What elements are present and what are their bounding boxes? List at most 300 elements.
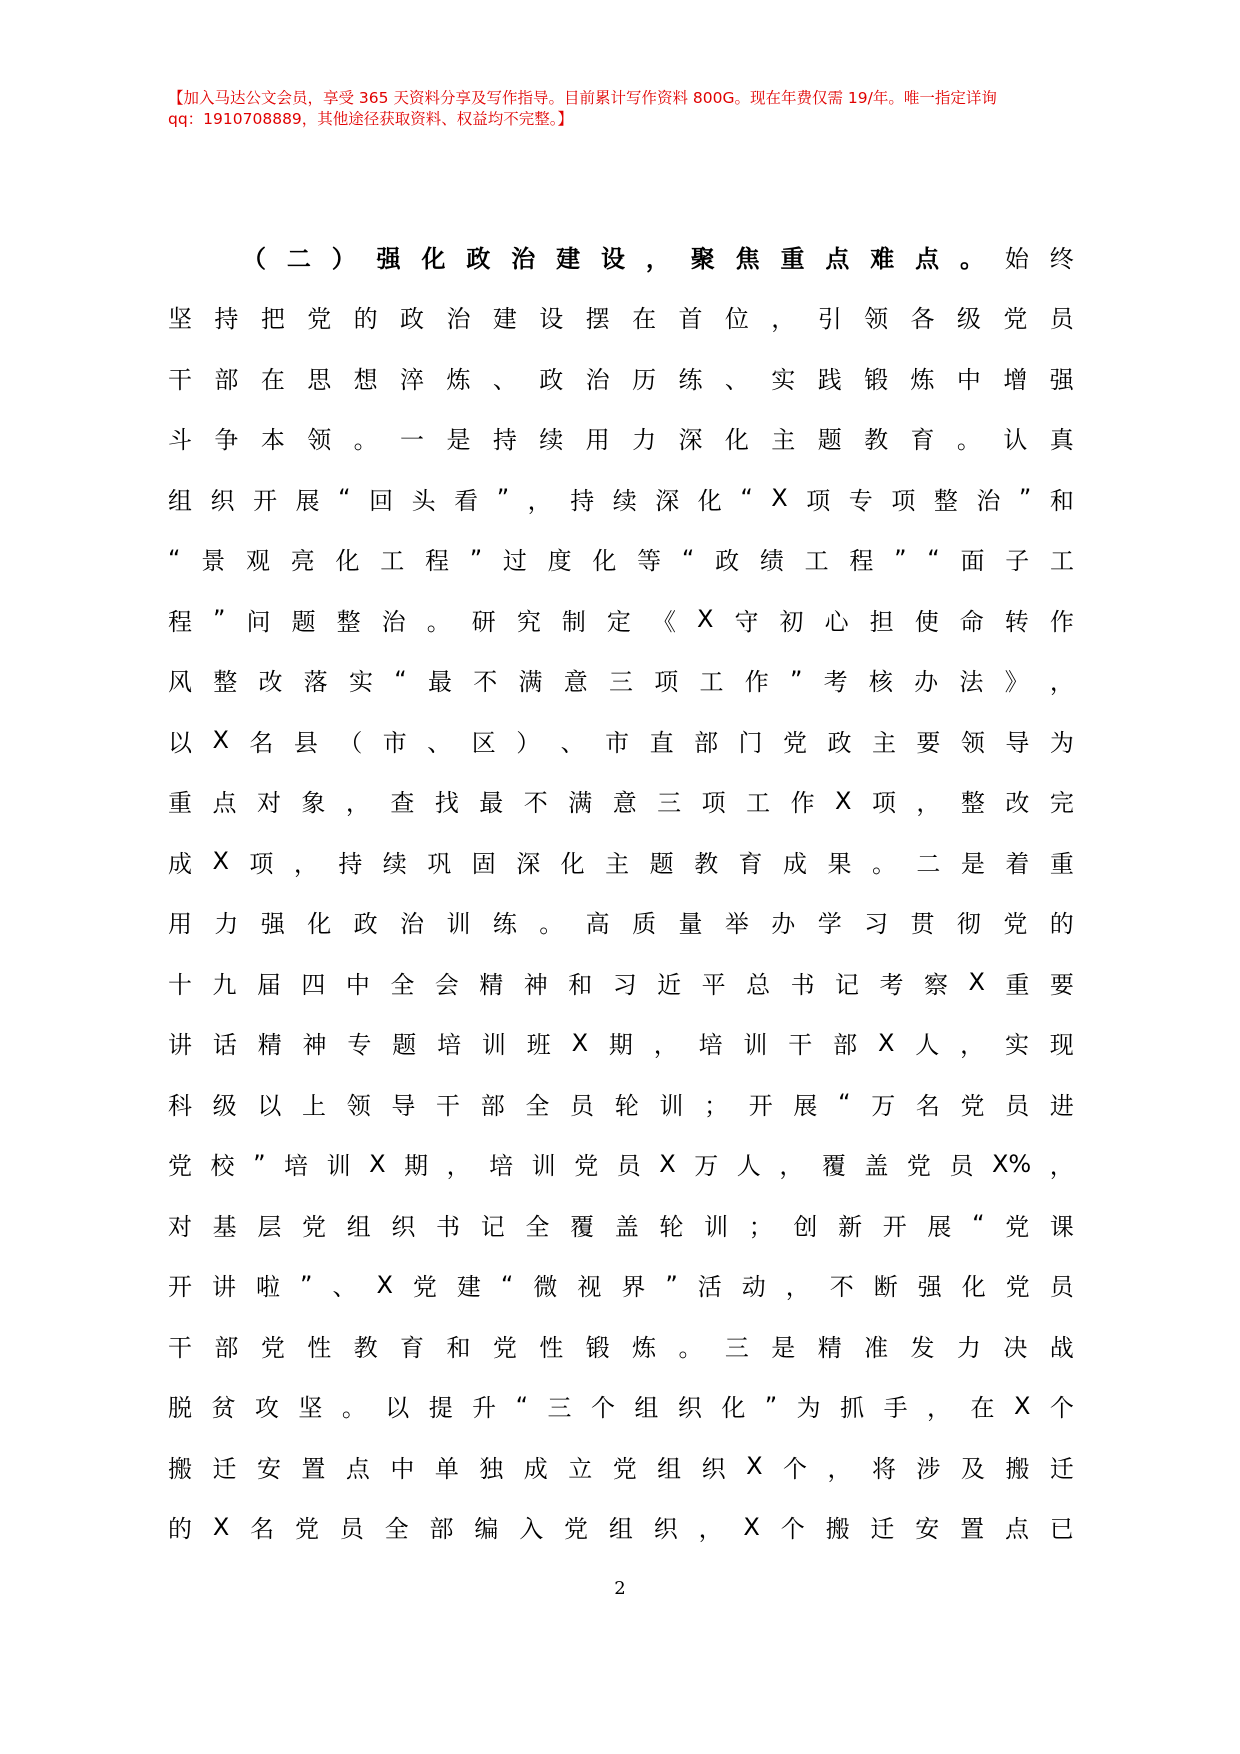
body-line-text-glyph: 性: [307, 1333, 332, 1362]
body-line-text-glyph: 编: [474, 1515, 499, 1544]
body-line-text-glyph: ”: [789, 665, 803, 694]
section-heading-glyph: 。: [960, 244, 984, 273]
body-line-text-glyph: 党: [1005, 1273, 1030, 1302]
promo-banner-line-1: 【加入马达公文会员，享受 365 天资料分享及写作指导。目前累计写作资料 800G。现在年费仅需 19/年。唯一指定详询: [168, 89, 997, 107]
body-line-text-glyph: 满: [518, 668, 543, 697]
body-line-text-glyph: 员: [1049, 305, 1074, 334]
body-line-text-glyph: 记: [480, 1212, 505, 1241]
body-line-text-glyph: 专: [848, 486, 873, 515]
body-line-text-glyph: ，: [785, 1273, 810, 1302]
body-line-text-glyph: 举: [724, 910, 749, 939]
body-line-text-glyph: 精: [257, 1031, 282, 1060]
body-line-text-glyph: 个: [783, 1454, 808, 1483]
section-heading-glyph: （: [242, 244, 266, 273]
body-line-text-glyph: 学: [817, 910, 842, 939]
body-line-text-glyph: 级: [956, 305, 981, 334]
body-line-text-glyph: 三: [547, 1394, 572, 1423]
body-line-text-glyph: 项: [249, 849, 274, 878]
body-line-text-glyph: ”: [300, 1270, 313, 1299]
body-line-text-glyph: 持: [214, 305, 239, 334]
body-line-19: [168, 1315, 1074, 1376]
body-line-text-glyph: 员: [339, 1515, 364, 1544]
body-line-text-glyph: 习: [612, 970, 637, 999]
body-line-text-glyph: 化: [721, 1394, 746, 1423]
body-line-text-glyph: 的: [1049, 910, 1074, 939]
body-line-text-glyph: 人: [915, 1031, 940, 1060]
body-line-text-glyph: 彻: [956, 910, 981, 939]
body-line-text-glyph: 涉: [916, 1454, 941, 1483]
body-line-text-glyph: 。: [353, 426, 378, 455]
body-line-text-glyph: 题: [291, 607, 316, 636]
body-line-text-glyph: 力: [632, 426, 657, 455]
body-line-text-glyph: 中: [956, 365, 981, 394]
body-line-text-glyph: 个: [590, 1394, 615, 1423]
body-line-text-glyph: X: [1013, 1391, 1031, 1420]
body-line-text-glyph: 问: [246, 607, 271, 636]
body-line-text-glyph: 在: [970, 1394, 995, 1423]
body-line-text-glyph: 深: [678, 426, 703, 455]
body-line-text-glyph: 开: [882, 1212, 907, 1241]
body-line-text-glyph: ，: [827, 1454, 852, 1483]
body-line-text-glyph: 点: [212, 789, 237, 818]
body-line-text-glyph: 的: [168, 1515, 192, 1544]
body-line-text-glyph: 开: [748, 1091, 773, 1120]
body-line-text-glyph: 党: [612, 1454, 637, 1483]
body-line-text-glyph: 巩: [427, 849, 452, 878]
body-line-text-glyph: 用: [168, 910, 192, 939]
body-line-text-glyph: 、: [427, 728, 452, 757]
body-line-text-glyph: 部: [480, 1091, 505, 1120]
body-line-text-glyph: 查: [390, 789, 415, 818]
body-line-text-glyph: X: [771, 484, 788, 513]
body-line-text-glyph: 整: [933, 486, 958, 515]
body-line-text-glyph: 抓: [840, 1394, 865, 1423]
body-line-text-glyph: 讲: [212, 1273, 236, 1302]
body-line-text-glyph: 迁: [1049, 1454, 1074, 1483]
document-body: [168, 226, 1074, 1557]
body-line-text-glyph: 党: [302, 1212, 327, 1241]
body-line-text-glyph: 历: [632, 365, 657, 394]
body-line-text-glyph: 党: [783, 728, 808, 757]
body-line-11: [168, 831, 1074, 892]
body-line-text-glyph: 究: [516, 607, 541, 636]
body-line-text-glyph: 展: [793, 1091, 818, 1120]
body-line-text-glyph: 织: [391, 1212, 416, 1241]
body-line-text-glyph: 实: [349, 668, 373, 697]
body-line-text-glyph: 化: [724, 426, 749, 455]
body-line-text-glyph: 是: [960, 849, 985, 878]
body-line-text-glyph: 不: [829, 1273, 854, 1302]
body-line-text-glyph: 层: [257, 1212, 282, 1241]
body-line-text-glyph: 组: [346, 1212, 371, 1241]
body-line-text-glyph: 建: [456, 1273, 481, 1302]
body-line-22: [168, 1497, 1074, 1558]
body-line-text-glyph: 法: [959, 668, 984, 697]
body-line-text-glyph: 治: [585, 365, 610, 394]
body-line-text-glyph: 训: [326, 1152, 351, 1181]
body-line-text-glyph: 党: [294, 1515, 319, 1544]
section-heading-glyph: 重: [780, 244, 805, 273]
body-line-text-glyph: X: [835, 786, 852, 815]
body-line-text-glyph: 治: [400, 910, 425, 939]
body-line-text-glyph: 锻: [864, 365, 889, 394]
body-line-text-glyph: 织: [677, 1394, 702, 1423]
body-line-text-glyph: 安: [256, 1454, 281, 1483]
body-line-text-glyph: 党: [574, 1152, 599, 1181]
body-line-text-glyph: 市: [605, 728, 630, 757]
body-line-text-glyph: 训: [446, 910, 471, 939]
page-number: 2: [614, 1578, 626, 1599]
body-line-text-glyph: 现: [1049, 1031, 1074, 1060]
section-heading-glyph: 强: [376, 244, 401, 273]
body-line-text-glyph: 深: [516, 849, 541, 878]
body-line-text-glyph: 搬: [825, 1515, 850, 1544]
body-line-text-glyph: 搬: [1005, 1454, 1030, 1483]
body-line-text-glyph: X: [746, 1452, 763, 1481]
body-line-text-glyph: ，: [960, 1031, 985, 1060]
body-line-text-glyph: 炼: [632, 1333, 657, 1362]
body-line-text-glyph: 化: [335, 547, 360, 576]
body-line-text-glyph: 坚: [298, 1394, 323, 1423]
body-line-text-glyph: 神: [302, 1031, 327, 1060]
body-line-13: [168, 952, 1074, 1013]
body-line-text-glyph: 工: [804, 547, 829, 576]
body-line-text-glyph: “: [338, 484, 351, 513]
body-line-text-glyph: 工: [380, 547, 405, 576]
body-line-text-glyph: ”: [213, 605, 226, 634]
body-line-text-glyph: 精: [817, 1333, 842, 1362]
body-line-text-glyph: 意: [563, 668, 588, 697]
body-line-text-glyph: 面: [960, 547, 985, 576]
body-line-text-glyph: 领: [960, 728, 985, 757]
body-line-text-glyph: X: [212, 1512, 230, 1541]
body-line-text-glyph: 持: [492, 426, 517, 455]
body-line-text-glyph: 项: [654, 668, 679, 697]
body-line-text-glyph: ”: [1018, 484, 1032, 513]
body-line-text-glyph: 组: [657, 1454, 682, 1483]
body-line-text-glyph: 领: [307, 426, 332, 455]
body-line-text-glyph: 绩: [759, 547, 784, 576]
body-line-text-glyph: X: [212, 726, 229, 755]
body-line-text-glyph: 考: [879, 970, 904, 999]
body-line-text-glyph: 级: [212, 1091, 237, 1120]
body-line-text-glyph: 断: [873, 1273, 898, 1302]
body-line-text-glyph: 炼: [910, 365, 935, 394]
body-line-text-glyph: 治: [976, 486, 1001, 515]
body-line-text-glyph: 领: [346, 1091, 371, 1120]
body-line-text-glyph: 整: [336, 607, 361, 636]
body-line-text-glyph: 。: [678, 1333, 703, 1362]
body-line-text-glyph: 、: [724, 365, 749, 394]
body-line-text-glyph: 党: [906, 1152, 931, 1181]
body-line-text-glyph: 改: [258, 668, 283, 697]
body-line-text-glyph: 手: [883, 1394, 908, 1423]
body-line-text-glyph: 市: [382, 728, 407, 757]
body-line-text-glyph: ”: [764, 1391, 778, 1420]
body-line-text-glyph: 项: [891, 486, 916, 515]
body-line-text-glyph: 培: [284, 1152, 309, 1181]
body-line-text-glyph: ）: [516, 728, 541, 757]
body-line-text-glyph: 增: [1003, 365, 1028, 394]
body-line-text-glyph: 十: [168, 970, 192, 999]
body-line-text-glyph: 初: [779, 607, 804, 636]
body-line-text-glyph: 个: [1049, 1394, 1074, 1423]
body-line-text-glyph: 育: [738, 849, 763, 878]
body-line-text-glyph: 党: [307, 305, 332, 334]
body-line-text-glyph: 展: [295, 486, 320, 515]
body-line-text-glyph: 组: [608, 1515, 633, 1544]
body-line-text-glyph: 子: [1005, 547, 1030, 576]
body-line-text-glyph: 和: [568, 970, 593, 999]
body-line-text-glyph: 续: [382, 849, 407, 878]
body-line-text-glyph: ，: [779, 1152, 804, 1181]
body-line-7: [168, 589, 1074, 650]
body-line-text-glyph: 固: [471, 849, 496, 878]
body-line-text-glyph: 教: [353, 1333, 378, 1362]
body-line-text-glyph: 习: [864, 910, 889, 939]
body-line-text-glyph: 实: [1004, 1031, 1029, 1060]
body-line-text-glyph: 主: [605, 849, 630, 878]
body-line-text-glyph: 盖: [864, 1152, 889, 1181]
body-line-text-glyph: 办: [771, 910, 796, 939]
body-line-text-glyph: 领: [864, 305, 889, 334]
body-line-text-glyph: 育: [910, 426, 935, 455]
body-line-text-glyph: ，: [698, 1515, 723, 1544]
body-line-text-glyph: 实: [771, 365, 796, 394]
body-line-text-glyph: 思: [307, 365, 332, 394]
body-line-text-glyph: 中: [345, 970, 370, 999]
body-line-text-glyph: 区: [471, 728, 496, 757]
body-line-text-glyph: 会: [434, 970, 459, 999]
body-line-text-glyph: 培: [437, 1031, 462, 1060]
body-line-text-glyph: 教: [864, 426, 889, 455]
body-line-text-glyph: 制: [561, 607, 586, 636]
body-line-text-glyph: 准: [864, 1333, 889, 1362]
body-line-text-glyph: 部: [694, 728, 719, 757]
body-line-text-glyph: 三: [657, 789, 682, 818]
body-line-text-glyph: 干: [788, 1031, 813, 1060]
body-line-text-glyph: 强: [917, 1273, 942, 1302]
section-heading-glyph: 点: [915, 244, 940, 273]
body-line-text-glyph: 转: [1004, 607, 1029, 636]
body-line-8: [168, 650, 1074, 711]
body-line-text-glyph: 书: [436, 1212, 461, 1241]
body-line-text-glyph: 核: [868, 668, 893, 697]
body-line-text-glyph: 《: [651, 607, 676, 636]
body-line-text-glyph: 部: [833, 1031, 858, 1060]
body-line-text-glyph: ；: [704, 1091, 729, 1120]
body-line-text-glyph: 坚: [168, 305, 192, 334]
body-line-text-glyph: 总: [746, 970, 771, 999]
body-line-text-glyph: 中: [390, 1454, 415, 1483]
body-line-text-glyph: 专: [347, 1031, 372, 1060]
body-line-text-glyph: 干: [436, 1091, 461, 1120]
body-line-text-glyph: “: [394, 665, 407, 694]
body-line-text-glyph: X: [571, 1028, 589, 1057]
body-line-text-glyph: 搬: [168, 1454, 192, 1483]
body-line-text-glyph: 为: [796, 1394, 821, 1423]
body-line-text-glyph: 政: [400, 305, 425, 334]
body-line-text-glyph: 守: [734, 607, 759, 636]
body-line-text-glyph: 担: [869, 607, 894, 636]
body-line-text-glyph: 、: [560, 728, 585, 757]
body-line-text-glyph: 部: [429, 1515, 454, 1544]
body-line-text-glyph: 强: [260, 910, 285, 939]
body-line-text-glyph: 位: [724, 305, 749, 334]
body-line-text-glyph: ，: [1049, 668, 1074, 697]
body-line-text-glyph: 话: [212, 1031, 237, 1060]
body-line-text-glyph: 贯: [910, 910, 935, 939]
body-line-text-glyph: 对: [256, 789, 281, 818]
body-line-text-glyph: 入: [519, 1515, 544, 1544]
body-line-text-glyph: 争: [214, 426, 239, 455]
body-line-text-glyph: 是: [771, 1333, 796, 1362]
body-line-text-glyph: 组: [168, 486, 192, 515]
section-heading-glyph: ，: [645, 244, 670, 273]
body-line-text-glyph: 三: [608, 668, 633, 697]
section-heading-glyph: 难: [870, 244, 895, 273]
body-line-text-glyph: X: [697, 605, 714, 634]
body-line-text-glyph: 员: [570, 1091, 595, 1120]
body-line-text-glyph: 强: [1049, 365, 1074, 394]
body-line-text-glyph: 和: [446, 1333, 471, 1362]
body-line-text-glyph: X: [376, 1270, 393, 1299]
body-line-text-glyph: 织: [210, 486, 235, 515]
promo-banner-line-2: qq：1910708889，其他途径获取资料、权益均不完整。】: [168, 110, 574, 128]
body-line-text-glyph: 全: [525, 1212, 550, 1241]
body-line-text-glyph: 万: [871, 1091, 896, 1120]
body-line-text-glyph: 力: [956, 1333, 981, 1362]
body-line-text-glyph: “: [515, 1391, 529, 1420]
body-line-text-glyph: 讲: [168, 1031, 192, 1060]
body-line-text-glyph: 训: [704, 1212, 729, 1241]
body-line-text-glyph: 项: [701, 789, 726, 818]
body-line-text-glyph: 持: [338, 849, 363, 878]
body-line-text-glyph: 引: [817, 305, 842, 334]
body-line-text-glyph: 上: [302, 1091, 327, 1120]
body-line-text-glyph: 视: [577, 1273, 602, 1302]
body-line-text-glyph: 个: [780, 1515, 805, 1544]
body-line-text-glyph: 干: [168, 365, 192, 394]
body-line-text-glyph: 直: [649, 728, 674, 757]
body-line-text-glyph: 作: [1049, 607, 1074, 636]
body-line-text-glyph: 。: [539, 910, 564, 939]
body-line-text-glyph: ”: [496, 484, 510, 513]
body-line-text-glyph: 观: [245, 547, 270, 576]
body-line-text-glyph: 整: [213, 668, 238, 697]
body-line-text-glyph: 质: [632, 910, 657, 939]
body-line-text-glyph: 题: [649, 849, 674, 878]
body-line-text-glyph: 覆: [570, 1212, 595, 1241]
body-line-text-glyph: 界: [621, 1273, 646, 1302]
body-line-text-glyph: 校: [210, 1152, 235, 1181]
body-line-text-glyph: 培: [698, 1031, 723, 1060]
body-line-text-glyph: 以: [385, 1394, 410, 1423]
body-line-text-glyph: 设: [539, 305, 564, 334]
body-line-text-glyph: 过: [502, 547, 527, 576]
body-line-text-glyph: X%: [991, 1149, 1032, 1178]
body-line-text-glyph: 干: [168, 1333, 192, 1362]
body-line-text-glyph: 。: [426, 607, 451, 636]
body-line-text-glyph: 工: [699, 668, 724, 697]
body-line-text-glyph: 研: [471, 607, 496, 636]
body-line-5: [168, 468, 1074, 529]
body-line-text-glyph: 满: [568, 789, 593, 818]
body-line-text-glyph: 回: [369, 486, 394, 515]
body-line-text-glyph: 全: [525, 1091, 550, 1120]
body-line-text-glyph: 性: [539, 1333, 564, 1362]
body-line-text-glyph: 已: [1049, 1515, 1074, 1544]
section-heading-glyph: 点: [825, 244, 850, 273]
body-line-text-glyph: 党: [412, 1273, 437, 1302]
body-line-text-glyph: 科: [168, 1091, 192, 1120]
body-line-text-glyph: 点: [1004, 1515, 1029, 1544]
body-line-text-glyph: 党: [1003, 910, 1028, 939]
body-line-text-glyph: ；: [748, 1212, 773, 1241]
body-line-text-glyph: 工: [746, 789, 771, 818]
body-line-text-glyph: 员: [1005, 1091, 1030, 1120]
body-line-text-glyph: 作: [790, 789, 815, 818]
body-line-text-glyph: 成: [523, 1454, 548, 1483]
body-line-text-glyph: 改: [1005, 789, 1030, 818]
body-line-text-glyph: 一: [400, 426, 425, 455]
body-line-text-glyph: 化: [592, 547, 617, 576]
section-heading-glyph: 政: [466, 244, 491, 273]
body-line-text-glyph: 以: [257, 1091, 282, 1120]
body-line-text-glyph: 着: [1005, 849, 1030, 878]
body-line-text-glyph: 二: [916, 849, 941, 878]
body-line-text-glyph: 提: [428, 1394, 453, 1423]
body-line-1: [168, 226, 1074, 287]
body-line-text-glyph: 风: [168, 668, 192, 697]
body-line-text-glyph: 培: [489, 1152, 514, 1181]
body-line-text-glyph: 练: [678, 365, 703, 394]
body-line-text-glyph: ，: [927, 1394, 952, 1423]
body-line-text-glyph: 员: [1049, 1273, 1074, 1302]
body-line-text-glyph: 主: [871, 728, 896, 757]
body-line-text-glyph: 新: [838, 1212, 863, 1241]
body-line-text-glyph: 度: [547, 547, 572, 576]
section-heading-glyph: ）: [331, 244, 356, 273]
body-line-text-glyph: ”: [665, 1270, 678, 1299]
body-line-text-glyph: ，: [1049, 1152, 1074, 1181]
body-line-text-glyph: 党: [260, 1333, 285, 1362]
body-line-text-glyph: 量: [678, 910, 703, 939]
body-line-text-glyph: 党: [564, 1515, 589, 1544]
body-line-text-glyph: 作: [744, 668, 769, 697]
body-line-text-glyph: 果: [827, 849, 852, 878]
body-line-text-glyph: ，: [916, 789, 941, 818]
body-line-text-glyph: 用: [585, 426, 610, 455]
body-line-text-glyph: 导: [1005, 728, 1030, 757]
body-line-text-glyph: “: [972, 1210, 985, 1239]
body-line-text-glyph: 脱: [168, 1394, 192, 1423]
body-line-text-glyph: 化: [560, 849, 585, 878]
body-line-3: [168, 347, 1074, 408]
body-line-text-glyph: 开: [168, 1273, 192, 1302]
body-line-text-glyph: 独: [479, 1454, 504, 1483]
body-line-12: [168, 892, 1074, 953]
body-line-text-glyph: 组: [634, 1394, 659, 1423]
body-line-15: [168, 1073, 1074, 1134]
body-line-text-glyph: 政: [827, 728, 852, 757]
body-line-text-glyph: 近: [657, 970, 682, 999]
body-line-17: [168, 1194, 1074, 1255]
body-line-text-glyph: 为: [1049, 728, 1074, 757]
body-line-text-glyph: 是: [446, 426, 471, 455]
body-line-text-glyph: 头: [411, 486, 436, 515]
body-line-text-glyph: 升: [472, 1394, 497, 1423]
